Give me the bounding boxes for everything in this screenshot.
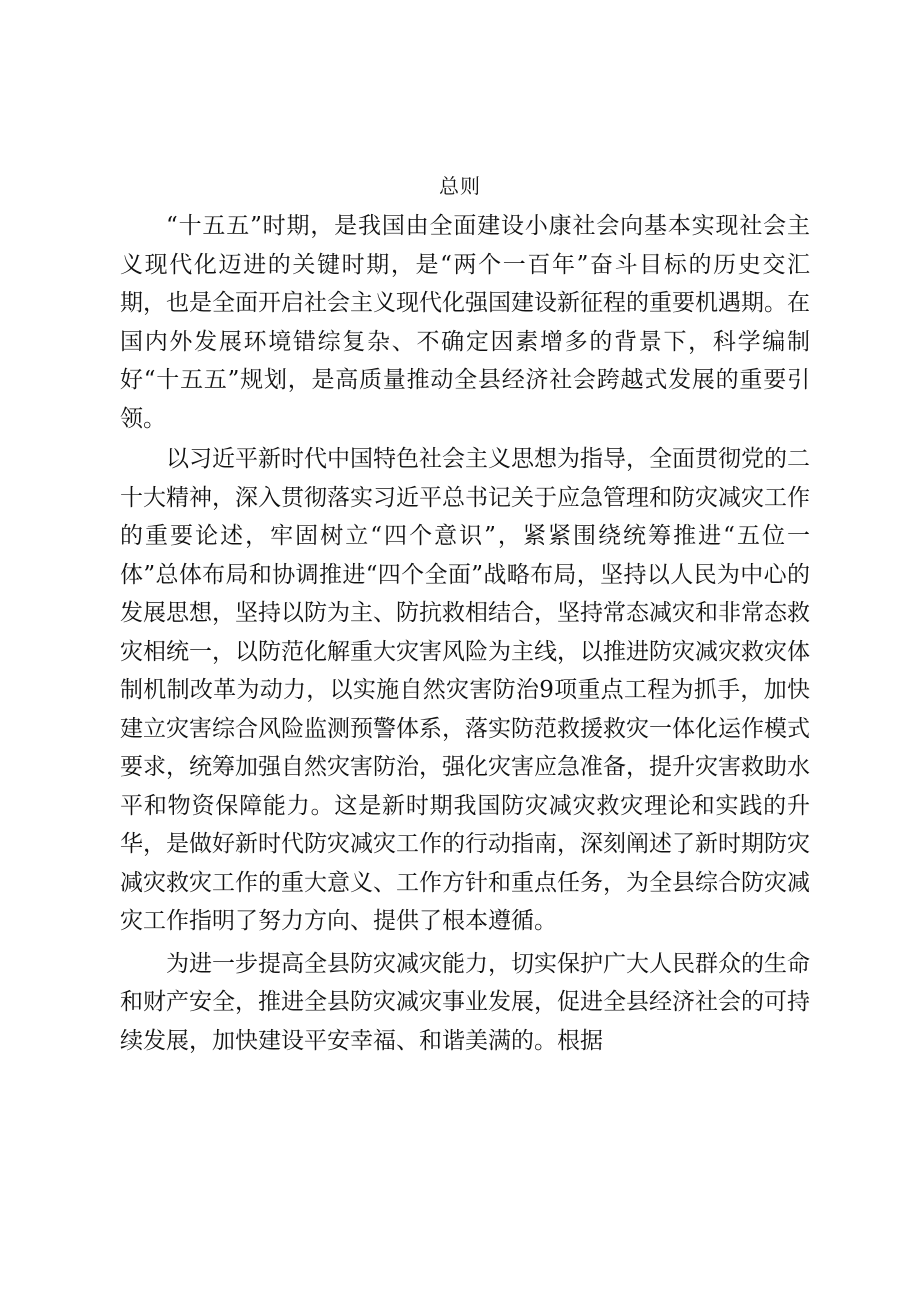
paragraph-3: 为进一步提高全县防灾减灾能力，切实保护广大人民群众的生命和财产安全，推进全县防灾减灾事业发展，促进全县经济社会的可持续发展，加快建设平安幸福、和谐美满的。根据	[120, 950, 810, 1054]
document-body	[120, 207, 810, 1060]
paragraph-1: “十五五”时期，是我国由全面建设小康社会向基本实现社会主义现代化迈进的关键时期，是“两个一百年”奋斗目标的历史交汇期，也是全面开启社会主义现代化强国建设新征程的重要机遇期。在国内外发展环境错综复杂、不确定因素增多的背景下，科学编制好“十五五”规划，是高质量推动全县经济社会跨越式发展的重要引领。	[120, 213, 810, 432]
page-title: 总则	[439, 174, 481, 198]
paragraph-2: 以习近平新时代中国特色社会主义思想为指导，全面贯彻党的二十大精神，深入贯彻落实习近平总书记关于应急管理和防灾减灾工作的重要论述，牢固树立“四个意识”，紧紧围绕统筹推进“五位一体”总体布局和协调推进“四个全面”战略布局，坚持以人民为中心的发展思想，坚持以防为主、防抗救相结合，坚持常态减灾和非常态救灾相统一，以防范化解重大灾害风险为主线，以推进防灾减灾救灾体制机制改革为动力，以实施自然灾害防治9项重点工程为抓手，加快建立灾害综合风险监测预警体系，落实防范救援救灾一体化运作模式要求，统筹加强自然灾害防治，强化灾害应急准备，提升灾害救助水平和物资保障能力。这是新时期我国防灾减灾救灾理论和实践的升华，是做好新时代防灾减灾工作的行动指南，深刻阐述了新时期防灾减灾救灾工作的重大意义、工作方针和重点任务，为全县综合防灾减灾工作指明了努力方向、提供了根本遵循。	[120, 446, 810, 934]
